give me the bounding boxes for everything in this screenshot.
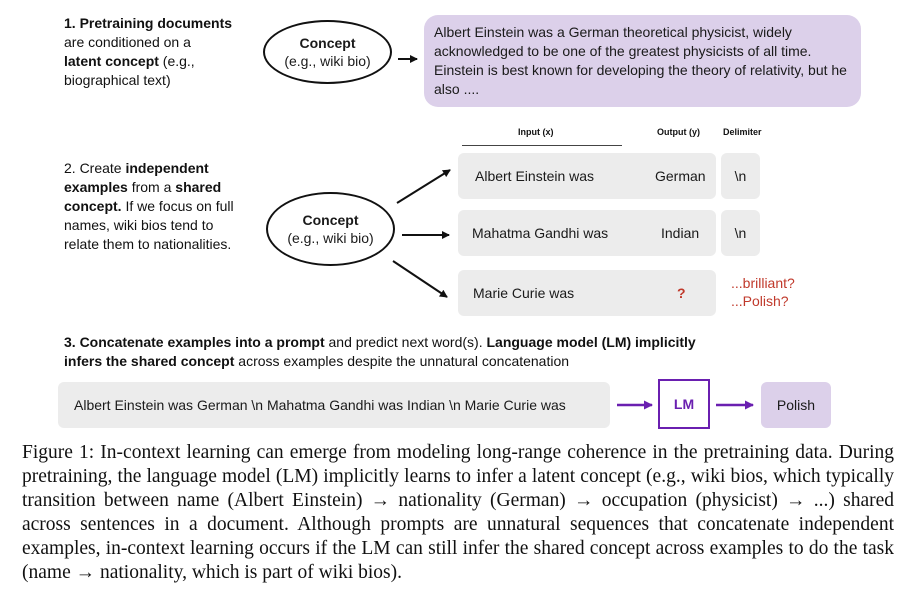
pretraining-document-text: Albert Einstein was a German theoretical physicist, widely acknowledged to be one of the greatest physicists of all time. Einstein is best known for developing the theory of relativity, but he also .... [434, 24, 847, 97]
guess-item: ...brilliant? [731, 275, 795, 291]
step3-l1-bold: 3. Concatenate examples into a prompt [64, 334, 325, 350]
step1-line3-rest: (e.g., [158, 53, 195, 69]
step1-line2: are conditioned on a [64, 34, 191, 50]
concept2-title: Concept [302, 212, 359, 228]
step2-l3-bold: concept. [64, 198, 122, 214]
step2-l5: relate them to nationalities. [64, 236, 232, 252]
figure-caption: Figure 1: In-context learning can emerge from modeling long-range coherence in the pretraining data. During pretraining, the language model (LM) implicitly learns to infer a latent concept (e.g., wiki bios, which typically transition between name (Albert Einstein) → nationality (German) → occupation (physicist) → ...) shared across sentences in a document. Although prompts are unnatural sequences that concatenate independent examples, in-context learning occurs if the LM can still infer the shared concept across examples to do the task (name → nationality, which is part of wiki bios). [22, 442, 894, 583]
step2-l4: names, wiki bios tend to [64, 217, 214, 233]
concept-title: Concept [299, 35, 356, 51]
example-output: Indian [661, 225, 700, 241]
example-input: Mahatma Gandhi was [472, 225, 609, 241]
arrow-concept-to-row1 [397, 170, 450, 203]
delimiter-text: \n [734, 225, 747, 241]
step2-l2-plain: from a [127, 179, 176, 195]
step2-l1-bold: independent [125, 160, 209, 176]
step2-l2-bold2: shared [175, 179, 222, 195]
concept-subtitle: (e.g., wiki bio) [284, 53, 371, 69]
step3-l1-plain: and predict next word(s). [324, 334, 487, 350]
step2-l1-plain: 2. Create [64, 160, 126, 176]
output-header: Output (y) [657, 127, 700, 137]
step2-l2-bold: examples [64, 179, 128, 195]
step3-l2-plain: across examples despite the unnatural concatenation [234, 353, 570, 369]
example-output-unknown: ? [677, 285, 686, 301]
input-header: Input (x) [518, 127, 554, 137]
step3-l1-bold2: Language model (LM) implicitly [486, 334, 696, 350]
step1-title: 1. Pretraining documents [64, 15, 233, 31]
arrow-concept-to-row3 [393, 261, 447, 297]
step2-l3-plain: If we focus on full [121, 198, 234, 214]
example-input: Marie Curie was [473, 285, 575, 301]
step3-l2-bold: infers the shared concept [64, 353, 235, 369]
guess-item: ...Polish? [731, 293, 789, 309]
prompt-text: Albert Einstein was German \n Mahatma Gandhi was Indian \n Marie Curie was [74, 397, 566, 413]
step1-line3-bold: latent concept [64, 53, 159, 69]
prediction-text: Polish [776, 397, 816, 413]
delimiter-text: \n [734, 168, 747, 184]
step1-line4: biographical text) [64, 72, 171, 88]
concept2-subtitle: (e.g., wiki bio) [287, 230, 374, 246]
delimiter-header: Delimiter [723, 127, 762, 137]
example-output: German [655, 168, 706, 184]
lm-label: LM [673, 396, 695, 412]
example-input: Albert Einstein was [475, 168, 595, 184]
